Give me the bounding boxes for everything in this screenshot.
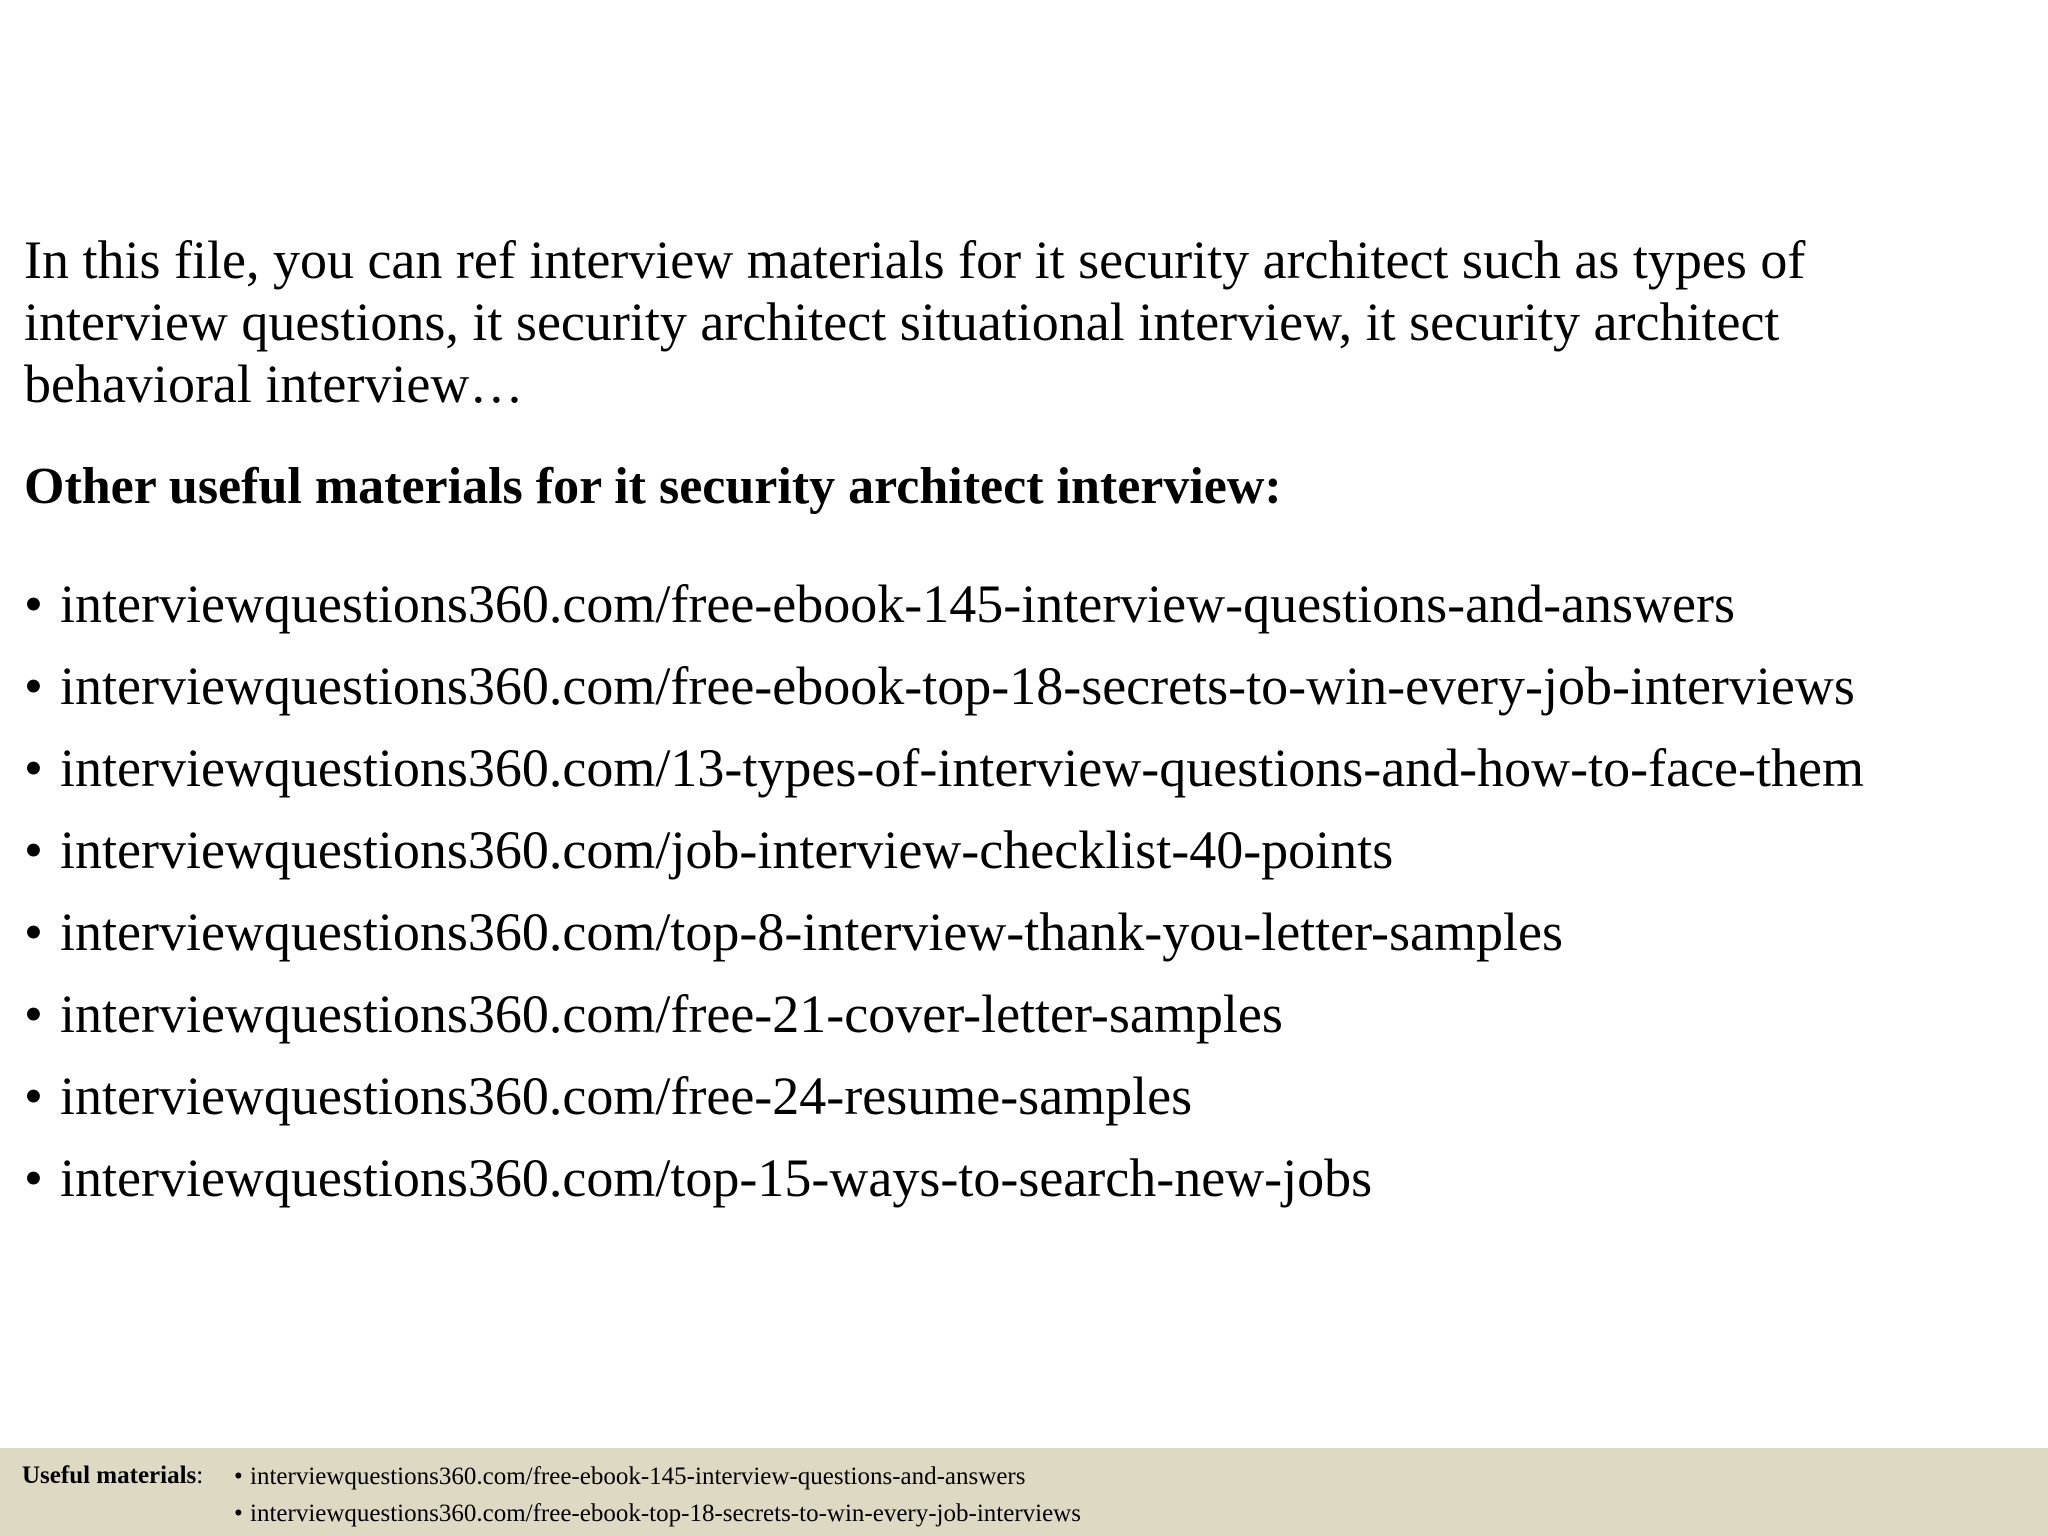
list-item [24, 727, 1864, 809]
list-item [24, 1137, 1864, 1219]
footer-link-ebook-top-18[interactable]: interviewquestions360.com/free-ebook-top-18-secrets-to-win-every-job-interviews [250, 1500, 1081, 1527]
link-resume-samples[interactable]: interviewquestions360.com/free-24-resume-samples [60, 1066, 1193, 1126]
link-ebook-145[interactable]: interviewquestions360.com/free-ebook-145-interview-questions-and-answers [60, 574, 1736, 634]
bullet-icon: • [24, 820, 43, 880]
footer-label [22, 1458, 203, 1494]
materials-link-list [24, 563, 1864, 1219]
link-search-new-jobs[interactable]: interviewquestions360.com/top-15-ways-to-search-new-jobs [60, 1148, 1373, 1208]
list-item [24, 645, 1864, 727]
intro-paragraph: In this file, you can ref interview materials for it security architect such as types of interview questions, it security architect situational interview, it security architect behavioral interview… [24, 230, 1806, 414]
footer-bar [0, 1448, 2048, 1536]
link-checklist-40[interactable]: interviewquestions360.com/job-interview-checklist-40-points [60, 820, 1394, 880]
link-thank-you-letters[interactable]: interviewquestions360.com/top-8-interview-thank-you-letter-samples [60, 902, 1564, 962]
list-item [24, 891, 1864, 973]
bullet-icon: • [24, 656, 43, 716]
list-item [24, 809, 1864, 891]
footer-link-ebook-145[interactable]: interviewquestions360.com/free-ebook-145-interview-questions-and-answers [250, 1463, 1026, 1490]
link-ebook-top-18[interactable]: interviewquestions360.com/free-ebook-top-18-secrets-to-win-every-job-interviews [60, 656, 1855, 716]
list-item [24, 563, 1864, 645]
section-heading: Other useful materials for it security architect interview: [24, 458, 1282, 515]
bullet-icon: • [24, 902, 43, 962]
list-item [234, 1495, 1081, 1532]
bullet-icon: • [24, 738, 43, 798]
bullet-icon: • [24, 1066, 43, 1126]
footer-link-list [234, 1458, 1081, 1532]
list-item [24, 1055, 1864, 1137]
list-item [24, 973, 1864, 1055]
bullet-icon: • [234, 1500, 243, 1527]
bullet-icon: • [24, 1148, 43, 1208]
footer-label-text: Useful materials [22, 1462, 197, 1489]
bullet-icon: • [24, 574, 43, 634]
link-13-types[interactable]: interviewquestions360.com/13-types-of-interview-questions-and-how-to-face-them [60, 738, 1864, 798]
bullet-icon: • [24, 984, 43, 1044]
link-cover-letters[interactable]: interviewquestions360.com/free-21-cover-letter-samples [60, 984, 1283, 1044]
bullet-icon: • [234, 1463, 243, 1490]
list-item [234, 1458, 1081, 1495]
footer-label-colon: : [196, 1462, 204, 1489]
